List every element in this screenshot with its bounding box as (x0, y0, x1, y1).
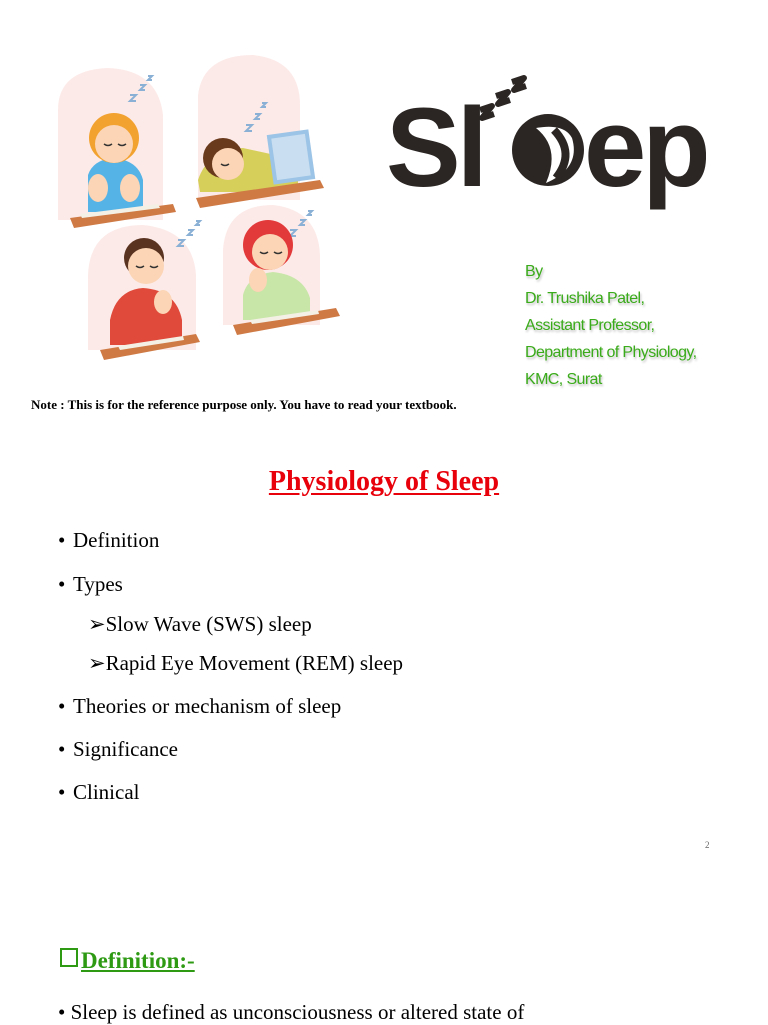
checkbox-bullet-icon (60, 948, 78, 967)
list-item (58, 737, 178, 762)
list-item-label: Significance (73, 737, 178, 761)
bullet-glyph: • (58, 780, 66, 804)
page-number: 2 (705, 840, 710, 850)
author-line: KMC, Surat (525, 371, 602, 388)
list-item (58, 694, 341, 719)
bullet-glyph: • (58, 694, 66, 718)
list-item-label: Types (73, 572, 123, 596)
author-line: By (525, 263, 543, 280)
sleeping-children-illustration (18, 40, 388, 370)
svg-text:Sl: Sl (386, 85, 484, 210)
author-line: Dr. Trushika Patel, (525, 290, 645, 307)
zzz-icon (480, 78, 526, 118)
definition-heading (60, 948, 195, 974)
title-slide (0, 0, 768, 430)
sub-list-item (88, 612, 312, 637)
sub-list-item-label: Slow Wave (SWS) sleep (105, 612, 312, 636)
list-item (58, 528, 159, 553)
list-item-label: Theories or mechanism of sleep (73, 694, 342, 718)
sub-list-item-label: Rapid Eye Movement (REM) sleep (105, 651, 404, 675)
sleep-logo (386, 68, 706, 218)
reference-note: Note : This is for the reference purpose only. You have to read your textbook. (31, 397, 457, 412)
moon-e-icon (512, 114, 584, 186)
bullet-glyph: • (58, 737, 66, 761)
list-item (58, 572, 123, 597)
bullet-glyph: • (58, 528, 66, 552)
list-item-label: Clinical (73, 780, 140, 804)
arrow-bullet-icon: ➢ (88, 612, 106, 636)
list-item (58, 780, 140, 805)
svg-text:ep: ep (584, 85, 706, 210)
definition-heading-label: Definition:- (81, 948, 195, 973)
author-block (525, 258, 696, 393)
definition-text: • Sleep is defined as unconsciousness or altered state of (58, 1000, 525, 1024)
author-line: Assistant Professor, (525, 317, 655, 334)
arrow-bullet-icon: ➢ (88, 651, 106, 675)
author-line: Department of Physiology, (525, 344, 697, 361)
slide-title: Physiology of Sleep (268, 466, 500, 497)
sub-list-item (88, 651, 403, 676)
bullet-glyph: • (58, 572, 66, 596)
list-item-label: Definition (73, 528, 160, 552)
